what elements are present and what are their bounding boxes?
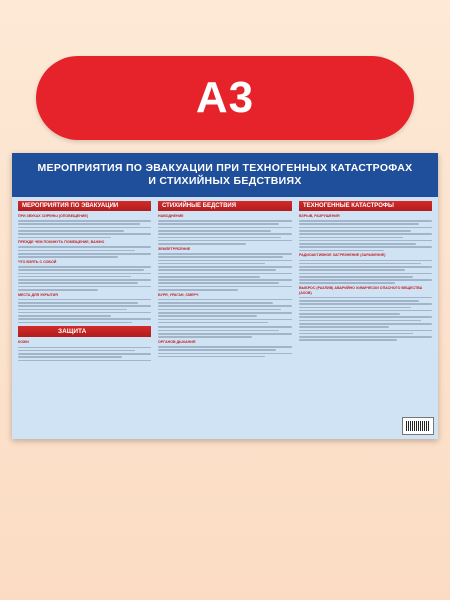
text-block bbox=[158, 220, 292, 245]
subheading: ВЫБРОС (РАЗЛИВ) АВАРИЙНО ХИМИЧЕСКИ ОПАСНОГО ВЕЩЕСТВА (АХОВ) bbox=[299, 286, 423, 295]
subheading: РАДИОАКТИВНОЕ ЗАГРЯЗНЕНИЕ (ЗАРАЖЕНИЕ) bbox=[299, 253, 386, 258]
text-block bbox=[18, 266, 151, 291]
poster-title: МЕРОПРИЯТИЯ ПО ЭВАКУАЦИИ ПРИ ТЕХНОГЕННЫХ КАТАСТРОФАХ И СТИХИЙНЫХ БЕДСТВИЯХ bbox=[37, 162, 413, 187]
text-block bbox=[158, 253, 292, 291]
subheading: ПРИ ЗВУКАХ СИРЕНЫ (ОПОВЕЩЕНИЕ) bbox=[18, 214, 88, 218]
subheading: ЗЕМЛЕТРЯСЕНИЕ bbox=[158, 246, 191, 251]
barcode-label bbox=[402, 417, 434, 435]
subheading: НАВОДНЕНИЕ bbox=[158, 214, 184, 218]
text-block bbox=[18, 246, 151, 257]
subheading: ОРГАНОВ ДЫХАНИЯ bbox=[158, 339, 196, 344]
poster-body bbox=[12, 197, 438, 439]
column-natural-disasters bbox=[158, 201, 292, 359]
text-block bbox=[18, 299, 151, 324]
format-badge bbox=[36, 56, 414, 140]
subheading: МЕСТА ДЛЯ УКРЫТИЯ bbox=[18, 292, 58, 297]
text-block bbox=[158, 346, 292, 357]
text-block bbox=[18, 347, 151, 362]
section-header-evacuation: МЕРОПРИЯТИЯ ПО ЭВАКУАЦИИ bbox=[18, 201, 151, 211]
text-block bbox=[299, 297, 432, 341]
poster bbox=[12, 153, 438, 439]
section-header-technogenic: ТЕХНОГЕННЫЕ КАТАСТРОФЫ bbox=[299, 201, 432, 211]
text-block bbox=[299, 260, 432, 285]
barcode-icon bbox=[406, 421, 430, 431]
section-header-defense: ЗАЩИТА bbox=[18, 326, 151, 337]
subheading: ПРЕЖДЕ ЧЕМ ПОКИНУТЬ ПОМЕЩЕНИЕ, ВАЖНО bbox=[18, 240, 105, 245]
column-technogenic bbox=[299, 201, 432, 343]
format-label: А3 bbox=[195, 73, 255, 122]
poster-header bbox=[12, 153, 438, 197]
text-block bbox=[299, 220, 432, 251]
text-block bbox=[158, 326, 292, 337]
section-header-natural: СТИХИЙНЫЕ БЕДСТВИЯ bbox=[158, 201, 292, 211]
subheading: КОЖИ bbox=[18, 340, 29, 345]
subheading: ЧТО ВЗЯТЬ С СОБОЙ bbox=[18, 259, 57, 264]
text-block bbox=[158, 299, 292, 324]
column-evacuation bbox=[18, 201, 151, 363]
subheading: БУРЯ, УРАГАН, СМЕРЧ bbox=[158, 292, 199, 297]
subheading: ВЗРЫВ, РАЗРУШЕНИЯ bbox=[299, 214, 340, 218]
text-block bbox=[18, 220, 151, 238]
